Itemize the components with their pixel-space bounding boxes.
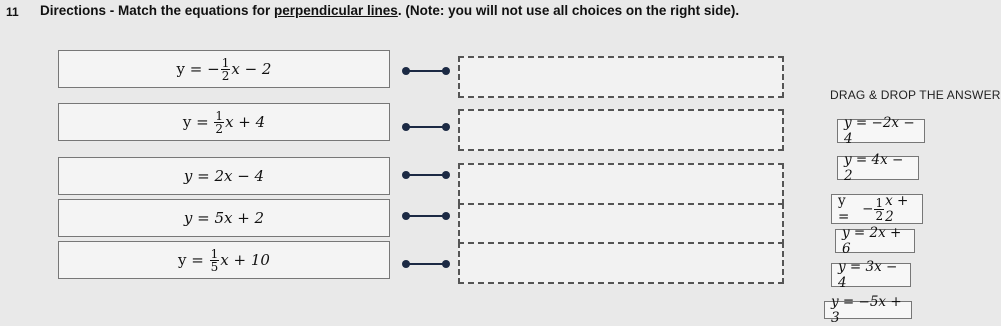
equation-box-4 bbox=[58, 199, 390, 237]
answer-chip-5[interactable] bbox=[831, 259, 911, 291]
connector-line bbox=[406, 70, 446, 72]
fraction-numerator: 1 bbox=[875, 195, 884, 210]
drop-zone-1[interactable] bbox=[458, 56, 784, 98]
connector-1 bbox=[402, 66, 452, 76]
equation-rest: x + 10 bbox=[220, 251, 270, 269]
answer-sign: − bbox=[862, 201, 874, 217]
fraction-numerator: 1 bbox=[221, 55, 230, 70]
directions-prefix: Directions - Match the equations for bbox=[40, 3, 275, 18]
equation-rest: x − 2 bbox=[231, 60, 272, 78]
answer-chip-4[interactable] bbox=[835, 225, 915, 257]
fraction-numerator: 1 bbox=[210, 246, 219, 261]
answer-text: y = 3x − 4 bbox=[838, 259, 898, 291]
connector-end-dot bbox=[442, 260, 450, 268]
answer-chip-2[interactable] bbox=[837, 152, 919, 184]
connector-5 bbox=[402, 259, 452, 269]
connector-end-dot bbox=[442, 123, 450, 131]
connector-end-dot bbox=[442, 67, 450, 75]
drop-zone-2[interactable] bbox=[458, 109, 784, 151]
connector-line bbox=[406, 263, 446, 265]
answer-text: y = −5x + 3 bbox=[831, 294, 902, 326]
connector-4 bbox=[402, 211, 452, 221]
directions-suffix: . (Note: you will not use all choices on the right side). bbox=[397, 3, 740, 18]
equation-lhs: y = bbox=[178, 251, 204, 269]
answer-chip-3[interactable] bbox=[831, 194, 923, 224]
answer-rest: x + 2 bbox=[885, 193, 909, 225]
drop-zone-4[interactable] bbox=[458, 203, 784, 245]
equation-text: y = 2x − 4 bbox=[183, 167, 265, 185]
directions-text bbox=[40, 3, 739, 18]
equation-sign: − bbox=[207, 60, 220, 78]
equation-text: y = 5x + 2 bbox=[183, 209, 265, 227]
equation-fraction bbox=[214, 110, 224, 135]
question-number: 11 bbox=[6, 5, 19, 19]
answer-text: y = 2x + 6 bbox=[842, 225, 902, 257]
equation-box-2 bbox=[58, 103, 390, 141]
equation-box-3 bbox=[58, 157, 390, 195]
answer-chip-1[interactable] bbox=[837, 115, 925, 147]
equation-lhs: y = bbox=[182, 113, 209, 131]
fraction-denominator: 2 bbox=[215, 121, 224, 136]
fraction-denominator: 2 bbox=[875, 208, 884, 223]
directions-underlined: perpendicular lines bbox=[274, 3, 398, 18]
equation-lhs: y = bbox=[176, 60, 203, 78]
fraction-denominator: 5 bbox=[210, 259, 219, 274]
answer-text: y = 4x − 2 bbox=[844, 152, 904, 184]
connector-end-dot bbox=[442, 171, 450, 179]
equation-rest: x + 4 bbox=[225, 113, 266, 131]
connector-3 bbox=[402, 170, 452, 180]
answer-lhs: y = bbox=[838, 193, 850, 225]
answer-fraction bbox=[874, 197, 884, 222]
drop-zone-5[interactable] bbox=[458, 242, 784, 284]
equation-box-1 bbox=[58, 50, 390, 88]
connector-line bbox=[406, 215, 446, 217]
connector-line bbox=[406, 174, 446, 176]
connector-2 bbox=[402, 122, 452, 132]
equation-fraction bbox=[210, 248, 220, 273]
equation-box-5 bbox=[58, 241, 390, 279]
connector-line bbox=[406, 126, 446, 128]
fraction-denominator: 2 bbox=[221, 68, 230, 83]
connector-end-dot bbox=[442, 212, 450, 220]
fraction-numerator: 1 bbox=[215, 108, 224, 123]
equation-fraction bbox=[221, 57, 231, 82]
answer-text: y = −2x − 4 bbox=[844, 115, 915, 147]
answer-chip-6[interactable] bbox=[824, 294, 912, 326]
drop-zone-3[interactable] bbox=[458, 163, 784, 205]
drag-drop-title: DRAG & DROP THE ANSWER bbox=[830, 88, 1001, 102]
